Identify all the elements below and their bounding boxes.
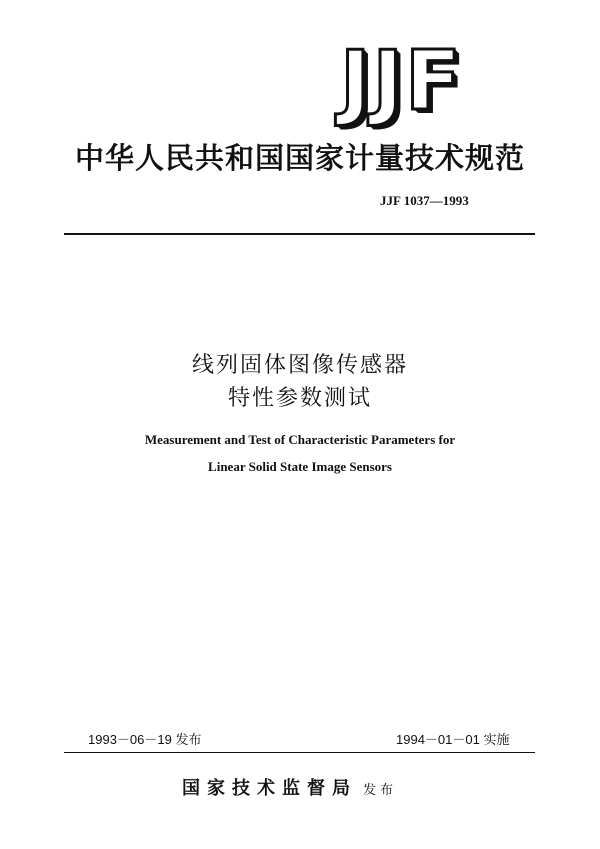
english-title-line-1: Measurement and Test of Characteristic Parameters for <box>144 432 456 447</box>
implementation-date: 1994－01－01 实施 <box>396 732 510 747</box>
issue-date: 1993－06－19 发布 <box>88 732 202 747</box>
top-divider <box>64 233 535 235</box>
chinese-title-line-1: 线列固体图像传感器 <box>191 353 408 378</box>
logo-text: JJF <box>340 34 464 129</box>
english-title-line-2: Linear Solid State Image Sensors <box>208 459 392 474</box>
publisher-org: 国家技术监督局 <box>182 778 357 799</box>
jjf-logo <box>340 34 492 129</box>
standard-code: JJF 1037—1993 <box>380 193 469 208</box>
publish-action: 发布 <box>363 783 398 798</box>
chinese-title-line-2: 特性参数测试 <box>227 386 372 411</box>
publisher-line <box>182 774 397 800</box>
bottom-divider <box>64 752 535 753</box>
standard-series-title: 中华人民共和国国家计量技术规范 <box>74 141 525 175</box>
